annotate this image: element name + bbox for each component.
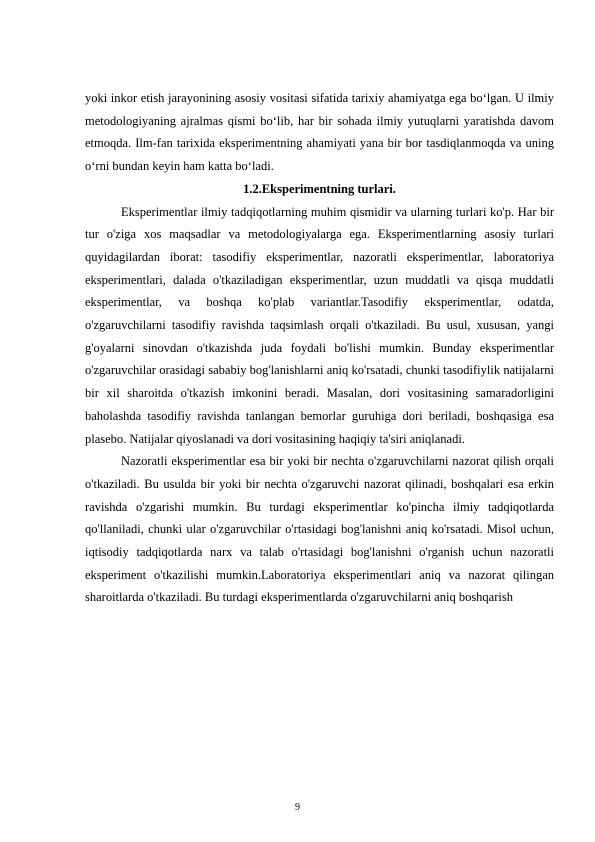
page-number: 9 [295,802,300,813]
paragraph-experiment-types: Eksperimentlar ilmiy tadqiqotlarning muhim qismidir va ularning turlari ko'p. Har bir tur o'ziga xos maqsadlar va metodologiyalarga ega. Eksperimentlarning asosiy turlari quyidagilardan iborat: tasodifiy eksperimentlar, nazoratli eksperimentlar, laboratoriya eksperimentlari, dalada o'tkaziladigan eksperimentlar, uzun muddatli va qisqa muddatli eksperimentlar, va boshqa ko'plab variantlar.Tasodifiy eksperimentlar, odatda, o'zgaruvchilarni tasodifiy ravishda taqsimlash orqali o'tkaziladi. Bu usul, xususan, yangi g'oyalarni sinovdan o'tkazishda juda foydali bo'lishi mumkin. Bunday eksperimentlar o'zgaruvchilar orasidagi sababiy bog'lanishlarni aniq ko'rsatadi, chunki tasodifiylik natijalarni bir xil sharoitda o'tkazish imkonini beradi. Masalan, dori vositasining samaradorligini baholashda tasodifiy ravishda tanlangan bemorlar guruhiga dori beriladi, boshqasiga esa plasebo. Natijalar qiyoslanadi va dori vositasining haqiqiy ta'siri aniqlanadi. [85,204,554,446]
section-heading: 1.2.Eksperimentning turlari. [243,181,396,196]
body-text [85,87,554,609]
paragraph-controlled-experiments: Nazoratli eksperimentlar esa bir yoki bir nechta o'zgaruvchilarni nazorat qilish orqali o'tkaziladi. Bu usulda bir yoki bir nechta o'zgaruvchi nazorat qilinadi, boshqalari esa erkin ravishda o'zgarishi mumkin. Bu turdagi eksperimentlar ko'pincha ilmiy tadqiqotlarda qo'llaniladi, chunki ular o'zgaruvchilar o'rtasidagi bog'lanishni aniq ko'rsatadi. Misol uchun, iqtisodiy tadqiqotlarda narx va talab o'rtasidagi bog'lanishni o'rganish uchun nazoratli eksperiment o'tkazilishi mumkin.Laboratoriya eksperimentlari aniq va nazorat qilingan sharoitlarda o'tkaziladi. Bu turdagi eksperimentlarda o'zgaruvchilarni aniq boshqarish [85,454,554,605]
paragraph-intro-continuation: yoki inkor etish jarayonining asosiy vositasi sifatida tarixiy ahamiyatga ega bo‘lgan. U ilmiy metodologiyaning ajralmas qismi bo‘lib, har bir sohada ilmiy yutuqlarni yaratishda davom etmoqda. Ilm-fan tarixida eksperimentning ahamiyati yana bir bor tasdiqlanmoqda va uning o‘rni bundan keyin ham katta bo‘ladi. [85,91,554,174]
